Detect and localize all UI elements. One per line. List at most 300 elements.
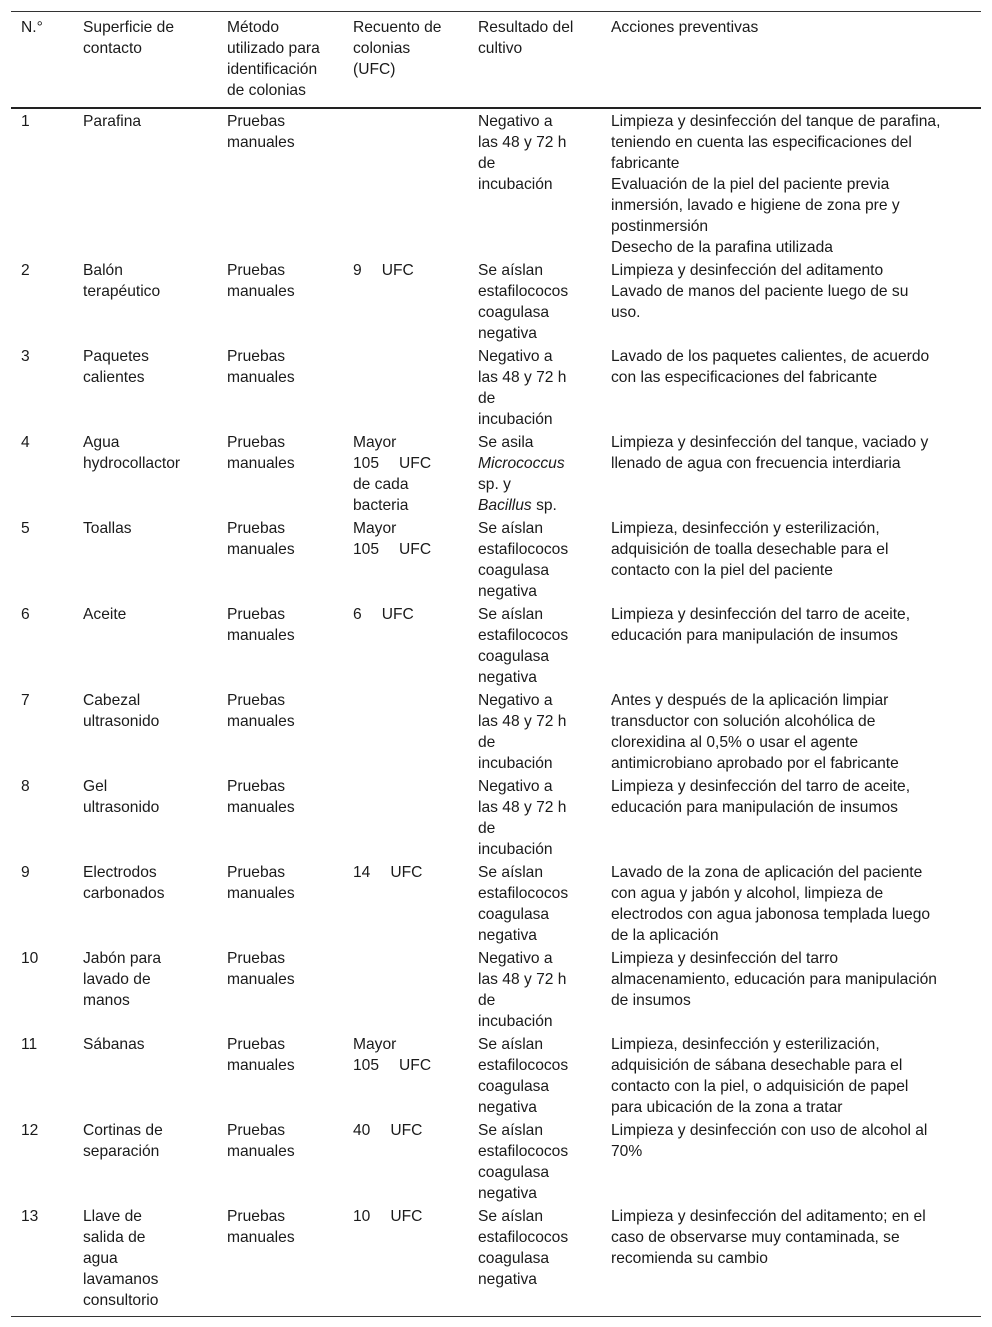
- cell-text-line: manuales: [227, 1057, 295, 1074]
- header-text-line: identificación: [227, 61, 318, 78]
- header-text-line: Resultado del: [478, 19, 574, 36]
- colony-count-value: 40: [353, 1122, 371, 1139]
- cell-text-line: Limpieza y desinfección del aditamento; en el: [611, 1208, 926, 1225]
- cell-text-line: recomienda su cambio: [611, 1250, 768, 1267]
- cell-text-line: agua: [83, 1250, 118, 1267]
- cell-text: 2: [21, 262, 30, 279]
- cell-surface: [73, 431, 217, 517]
- cell-count: [343, 603, 468, 689]
- cell-text-line: Pruebas: [227, 1208, 286, 1225]
- cell-text-line: negativa: [478, 583, 537, 600]
- cell-text: 13: [21, 1208, 39, 1225]
- colony-count-unit: UFC: [399, 1057, 432, 1074]
- cell-text-line: educación para manipulación de insumos: [611, 627, 898, 644]
- cell-surface: [73, 345, 217, 431]
- cell-text: 11: [21, 1036, 38, 1053]
- cell-text-line: Agua: [83, 434, 120, 451]
- cell-result: [468, 108, 601, 259]
- cell-text-line: coagulasa: [478, 304, 550, 321]
- cell-result: [468, 1205, 601, 1317]
- header-text-line: N.°: [21, 19, 43, 36]
- cell-text-line: manuales: [227, 134, 295, 151]
- cell-text-line: Negativo a: [478, 348, 553, 365]
- cell-result: [468, 947, 601, 1033]
- cell-result: [468, 861, 601, 947]
- cell-text-line: negativa: [478, 1099, 537, 1116]
- cell-text-line: Limpieza, desinfección y esterilización,: [611, 1036, 880, 1053]
- cell-text-line: de: [478, 992, 496, 1009]
- cell-actions: [601, 431, 981, 517]
- cell-text-line: negativa: [478, 325, 537, 342]
- cell-text-line: Pruebas: [227, 950, 286, 967]
- cell-text-line: Se aíslan: [478, 864, 544, 881]
- header-text-line: de colonias: [227, 82, 306, 99]
- cell-text-line: Pruebas: [227, 606, 286, 623]
- table-row: [11, 689, 981, 775]
- header-text-line: utilizado para: [227, 40, 320, 57]
- col-header-result: [468, 12, 601, 109]
- cell-count: [343, 1205, 468, 1317]
- cell-num: [11, 431, 73, 517]
- table-row: [11, 108, 981, 259]
- cell-text-line: Se aíslan: [478, 606, 544, 623]
- cell-method: [217, 1033, 343, 1119]
- cell-count: [343, 431, 468, 517]
- cell-text-line: las 48 y 72 h: [478, 971, 567, 988]
- cell-text-line: teniendo en cuenta las especificaciones del: [611, 134, 912, 151]
- cell-text: 4: [21, 434, 30, 451]
- cell-text-line: coagulasa: [478, 562, 550, 579]
- cell-text-line: Pruebas: [227, 864, 286, 881]
- cell-text-line: coagulasa: [478, 906, 550, 923]
- col-header-number: [11, 12, 73, 109]
- cell-text-line: estafilococos: [478, 1229, 569, 1246]
- cell-text-line: coagulasa: [478, 1078, 550, 1095]
- cell-text-line: negativa: [478, 927, 537, 944]
- cell-text-line: manuales: [227, 1229, 295, 1246]
- cell-text-line: Pruebas: [227, 778, 286, 795]
- cell-count: [343, 689, 468, 775]
- cell-num: [11, 603, 73, 689]
- cell-text-line: Desecho de la parafina utilizada: [611, 239, 833, 256]
- cell-text-line: Lavado de manos del paciente luego de su: [611, 283, 909, 300]
- cell-text-line: Pruebas: [227, 520, 286, 537]
- cell-text: 6: [21, 606, 30, 623]
- cell-text-line: transductor con solución alcohólica de: [611, 713, 876, 730]
- col-header-surface: [73, 12, 217, 109]
- cell-text-line: coagulasa: [478, 1164, 550, 1181]
- cell-text-line: Mayor: [353, 1036, 397, 1053]
- cell-text-line: Toallas: [83, 520, 132, 537]
- colony-count-value: 10: [353, 1208, 371, 1225]
- cell-surface: [73, 603, 217, 689]
- col-header-count: [343, 12, 468, 109]
- cell-actions: [601, 259, 981, 345]
- cell-text-line: Se aíslan: [478, 262, 544, 279]
- cell-text-line: Electrodos: [83, 864, 157, 881]
- cell-text-line: bacteria: [353, 497, 409, 514]
- cell-num: [11, 861, 73, 947]
- cell-surface: [73, 689, 217, 775]
- colony-count-value: 105: [353, 455, 380, 472]
- cell-text-line: calientes: [83, 369, 145, 386]
- colony-count-value: 105: [353, 1057, 380, 1074]
- cell-text-line: Pruebas: [227, 434, 286, 451]
- cell-text-line: Se aíslan: [478, 1036, 544, 1053]
- cell-text-line: Cortinas de: [83, 1122, 163, 1139]
- colony-count-unit: UFC: [399, 541, 432, 558]
- cell-text-line: manuales: [227, 283, 295, 300]
- header-text-line: colonias: [353, 40, 411, 57]
- table-row: [11, 947, 981, 1033]
- cell-result: [468, 517, 601, 603]
- cell-result: [468, 603, 601, 689]
- cell-surface: [73, 108, 217, 259]
- table-row: [11, 517, 981, 603]
- colony-count-value: 6: [353, 606, 362, 623]
- cell-method: [217, 259, 343, 345]
- col-header-method: [217, 12, 343, 109]
- cell-text-line: Pruebas: [227, 113, 286, 130]
- cell-text-line: fabricante: [611, 155, 680, 172]
- colony-count-value: 105: [353, 541, 380, 558]
- cell-count: [343, 1033, 468, 1119]
- cell-text-line: ultrasonido: [83, 713, 160, 730]
- cell-text-line: manuales: [227, 369, 295, 386]
- cell-text-line: Gel: [83, 778, 108, 795]
- cell-actions: [601, 947, 981, 1033]
- cell-actions: [601, 1119, 981, 1205]
- cell-text-line: [353, 1120, 462, 1141]
- cell-method: [217, 108, 343, 259]
- cell-text-line: [478, 495, 595, 516]
- colony-count-unit: UFC: [399, 455, 432, 472]
- cell-text-line: sp. y: [478, 476, 511, 493]
- cell-text-line: con agua y jabón y alcohol, limpieza de: [611, 885, 884, 902]
- cell-text-line: manuales: [227, 1143, 295, 1160]
- colony-count-unit: UFC: [390, 1122, 423, 1139]
- header-text-line: contacto: [83, 40, 142, 57]
- cell-text-line: carbonados: [83, 885, 165, 902]
- cell-text-line: de la aplicación: [611, 927, 719, 944]
- cell-text-line: Sábanas: [83, 1036, 145, 1053]
- cell-text-line: contacto con la piel del paciente: [611, 562, 833, 579]
- cell-text-line: lavamanos: [83, 1271, 159, 1288]
- cell-surface: [73, 1033, 217, 1119]
- header-text-line: Superficie de: [83, 19, 175, 36]
- cell-text-line: de: [478, 155, 496, 172]
- cell-text-line: [478, 453, 595, 474]
- header-text-line: Recuento de: [353, 19, 442, 36]
- cell-text-line: manuales: [227, 799, 295, 816]
- col-header-actions: [601, 12, 981, 109]
- cell-text-line: 70%: [611, 1143, 643, 1160]
- cell-text-line: terapéutico: [83, 283, 161, 300]
- colony-count-value: 9: [353, 262, 362, 279]
- cell-text-line: las 48 y 72 h: [478, 134, 567, 151]
- cell-text-line: Pruebas: [227, 262, 286, 279]
- cell-method: [217, 1205, 343, 1317]
- cell-text-line: negativa: [478, 1271, 537, 1288]
- cell-count: [343, 775, 468, 861]
- colony-count-unit: UFC: [381, 262, 414, 279]
- cell-text-line: Limpieza y desinfección del tanque, vaciado y: [611, 434, 929, 451]
- cell-text-line: Pruebas: [227, 692, 286, 709]
- cell-text-line: [353, 604, 462, 625]
- cell-text-line: Pruebas: [227, 1122, 286, 1139]
- cell-text-line: lavado de: [83, 971, 151, 988]
- cell-actions: [601, 1033, 981, 1119]
- cell-result: [468, 775, 601, 861]
- table-header: [11, 12, 981, 109]
- cell-count: [343, 517, 468, 603]
- cell-result: [468, 259, 601, 345]
- species-name-italic: Micrococcus: [478, 455, 565, 472]
- cell-text-line: postinmersión: [611, 218, 709, 235]
- cell-text-line: Lavado de los paquetes calientes, de acuerdo: [611, 348, 930, 365]
- cell-text-line: Aceite: [83, 606, 127, 623]
- cell-text: 1: [21, 113, 30, 130]
- cell-text-line: manuales: [227, 713, 295, 730]
- cell-actions: [601, 689, 981, 775]
- cell-text-line: manuales: [227, 627, 295, 644]
- cell-text-line: electrodos con agua jabonosa templada luego: [611, 906, 931, 923]
- cell-text-line: coagulasa: [478, 648, 550, 665]
- cell-method: [217, 861, 343, 947]
- cell-text-line: Parafina: [83, 113, 142, 130]
- table-row: [11, 345, 981, 431]
- cell-count: [343, 345, 468, 431]
- cell-text-line: Antes y después de la aplicación limpiar: [611, 692, 889, 709]
- cell-text-line: Limpieza y desinfección del tarro de aceite,: [611, 778, 911, 795]
- cell-method: [217, 775, 343, 861]
- cell-text-line: [353, 453, 462, 474]
- cell-text-line: Negativo a: [478, 113, 553, 130]
- cell-text-line: llenado de agua con frecuencia interdiaria: [611, 455, 901, 472]
- cell-surface: [73, 947, 217, 1033]
- cell-text-line: manuales: [227, 971, 295, 988]
- table-row: [11, 775, 981, 861]
- cell-text-line: Pruebas: [227, 1036, 286, 1053]
- cell-result: [468, 689, 601, 775]
- cell-text: 5: [21, 520, 30, 537]
- cell-actions: [601, 345, 981, 431]
- cell-text-line: manuales: [227, 885, 295, 902]
- cell-text-line: Mayor: [353, 434, 397, 451]
- cell-text-line: Limpieza y desinfección con uso de alcohol al: [611, 1122, 928, 1139]
- cell-text-line: contacto con la piel, o adquisición de papel: [611, 1078, 909, 1095]
- cell-count: [343, 108, 468, 259]
- cell-text-line: consultorio: [83, 1292, 159, 1309]
- cell-count: [343, 861, 468, 947]
- cell-actions: [601, 517, 981, 603]
- cell-count: [343, 947, 468, 1033]
- cell-num: [11, 259, 73, 345]
- cell-result: [468, 345, 601, 431]
- cell-surface: [73, 517, 217, 603]
- cell-text-line: educación para manipulación de insumos: [611, 799, 898, 816]
- cell-surface: [73, 259, 217, 345]
- cell-text-line: Se asila: [478, 434, 534, 451]
- cell-text-line: [353, 260, 462, 281]
- colony-count-value: 14: [353, 864, 371, 881]
- table-row: [11, 603, 981, 689]
- cell-text-line: Negativo a: [478, 692, 553, 709]
- cell-text-line: manos: [83, 992, 130, 1009]
- cell-text-line: para ubicación de la zona a tratar: [611, 1099, 843, 1116]
- cell-text-line: Cabezal: [83, 692, 141, 709]
- cell-num: [11, 517, 73, 603]
- cell-method: [217, 689, 343, 775]
- cell-text-line: incubación: [478, 841, 553, 858]
- cell-text-line: Se aíslan: [478, 1122, 544, 1139]
- cell-surface: [73, 1119, 217, 1205]
- cell-text-line: las 48 y 72 h: [478, 799, 567, 816]
- cell-num: [11, 108, 73, 259]
- cell-result: [468, 1119, 601, 1205]
- cell-text-line: estafilococos: [478, 627, 569, 644]
- cell-text-line: Mayor: [353, 520, 397, 537]
- cell-text-line: Negativo a: [478, 778, 553, 795]
- cell-text-line: de insumos: [611, 992, 691, 1009]
- cell-method: [217, 345, 343, 431]
- cell-text-line: Evaluación de la piel del paciente previa: [611, 176, 890, 193]
- cell-text: 12: [21, 1122, 39, 1139]
- cell-text-line: Limpieza, desinfección y esterilización,: [611, 520, 880, 537]
- cell-text-line: [353, 862, 462, 883]
- cell-text-line: negativa: [478, 1185, 537, 1202]
- table-row: [11, 1205, 981, 1317]
- cell-text-line: caso de observarse muy contaminada, se: [611, 1229, 900, 1246]
- species-name-italic: Bacillus: [478, 497, 532, 514]
- cell-num: [11, 1119, 73, 1205]
- cell-text-line: Paquetes: [83, 348, 149, 365]
- cell-text: 3: [21, 348, 30, 365]
- cell-text-line: hydrocollactor: [83, 455, 181, 472]
- cell-text-line: incubación: [478, 176, 553, 193]
- cell-text-line: Limpieza y desinfección del tarro de aceite,: [611, 606, 911, 623]
- table-row: [11, 1119, 981, 1205]
- cell-text-line: inmersión, lavado e higiene de zona pre y: [611, 197, 900, 214]
- cell-text-line: de: [478, 820, 496, 837]
- cell-text-line: adquisición de toalla desechable para el: [611, 541, 889, 558]
- cell-text-line: ultrasonido: [83, 799, 160, 816]
- cell-actions: [601, 1205, 981, 1317]
- table-row: [11, 431, 981, 517]
- table-row: [11, 1033, 981, 1119]
- cell-actions: [601, 108, 981, 259]
- cell-text-line: almacenamiento, educación para manipulación: [611, 971, 937, 988]
- cell-text-line: estafilococos: [478, 1143, 569, 1160]
- cell-text-line: [353, 1055, 462, 1076]
- colony-count-unit: UFC: [390, 864, 423, 881]
- header-text-line: cultivo: [478, 40, 523, 57]
- cell-text-line: Pruebas: [227, 348, 286, 365]
- cell-text-line: Negativo a: [478, 950, 553, 967]
- cell-text-line: de cada: [353, 476, 409, 493]
- cell-text-line: estafilococos: [478, 1057, 569, 1074]
- cell-num: [11, 947, 73, 1033]
- header-text-line: (UFC): [353, 61, 396, 78]
- cell-surface: [73, 775, 217, 861]
- cell-method: [217, 1119, 343, 1205]
- cell-result: [468, 1033, 601, 1119]
- cell-text-line: con las especificaciones del fabricante: [611, 369, 878, 386]
- cell-text-line: las 48 y 72 h: [478, 713, 567, 730]
- cell-method: [217, 603, 343, 689]
- cell-text-line: coagulasa: [478, 1250, 550, 1267]
- cell-text: 8: [21, 778, 30, 795]
- cell-method: [217, 517, 343, 603]
- cell-num: [11, 689, 73, 775]
- colony-count-unit: UFC: [390, 1208, 423, 1225]
- cell-text-line: salida de: [83, 1229, 146, 1246]
- header-text-line: Método: [227, 19, 280, 36]
- cell-text-line: estafilococos: [478, 283, 569, 300]
- cell-method: [217, 431, 343, 517]
- cell-text-line: incubación: [478, 1013, 553, 1030]
- cell-text-line: antimicrobiano aprobado por el fabricante: [611, 755, 899, 772]
- cell-text-line: de: [478, 734, 496, 751]
- cell-text-line: incubación: [478, 411, 553, 428]
- header-row: [11, 12, 981, 109]
- cell-text: 10: [21, 950, 39, 967]
- cell-text-line: negativa: [478, 669, 537, 686]
- cell-text-line: Jabón para: [83, 950, 162, 967]
- cell-text-line: manuales: [227, 455, 295, 472]
- cell-text-line: clorexidina al 0,5% o usar el agente: [611, 734, 859, 751]
- cell-text-line: Llave de: [83, 1208, 142, 1225]
- cell-actions: [601, 775, 981, 861]
- cell-text: 9: [21, 864, 30, 881]
- cell-count: [343, 1119, 468, 1205]
- cell-count: [343, 259, 468, 345]
- cell-text-line: adquisición de sábana desechable para el: [611, 1057, 903, 1074]
- cell-result: [468, 431, 601, 517]
- cell-text-line: incubación: [478, 755, 553, 772]
- cell-text-line: Limpieza y desinfección del tanque de parafina,: [611, 113, 941, 130]
- cell-text: 7: [21, 692, 30, 709]
- cell-text-line: Balón: [83, 262, 123, 279]
- cell-method: [217, 947, 343, 1033]
- cell-text-line: [353, 1206, 462, 1227]
- table-row: [11, 259, 981, 345]
- cell-text-line: estafilococos: [478, 541, 569, 558]
- cell-actions: [601, 861, 981, 947]
- cell-actions: [601, 603, 981, 689]
- cell-text-line: Limpieza y desinfección del aditamento: [611, 262, 884, 279]
- cell-num: [11, 345, 73, 431]
- cell-text-line: Se aíslan: [478, 520, 544, 537]
- cell-text-line: manuales: [227, 541, 295, 558]
- cell-num: [11, 1205, 73, 1317]
- data-table: [11, 11, 981, 1317]
- table-row: [11, 861, 981, 947]
- cell-text-line: las 48 y 72 h: [478, 369, 567, 386]
- cell-surface: [73, 1205, 217, 1317]
- cell-text-line: estafilococos: [478, 885, 569, 902]
- species-suffix: sp.: [531, 497, 557, 514]
- cell-text-line: [353, 539, 462, 560]
- cell-text-line: Limpieza y desinfección del tarro: [611, 950, 839, 967]
- colony-count-unit: UFC: [381, 606, 414, 623]
- cell-surface: [73, 861, 217, 947]
- cell-text-line: de: [478, 390, 496, 407]
- cell-text-line: separación: [83, 1143, 160, 1160]
- cell-num: [11, 775, 73, 861]
- cell-text-line: uso.: [611, 304, 641, 321]
- header-text-line: Acciones preventivas: [611, 19, 759, 36]
